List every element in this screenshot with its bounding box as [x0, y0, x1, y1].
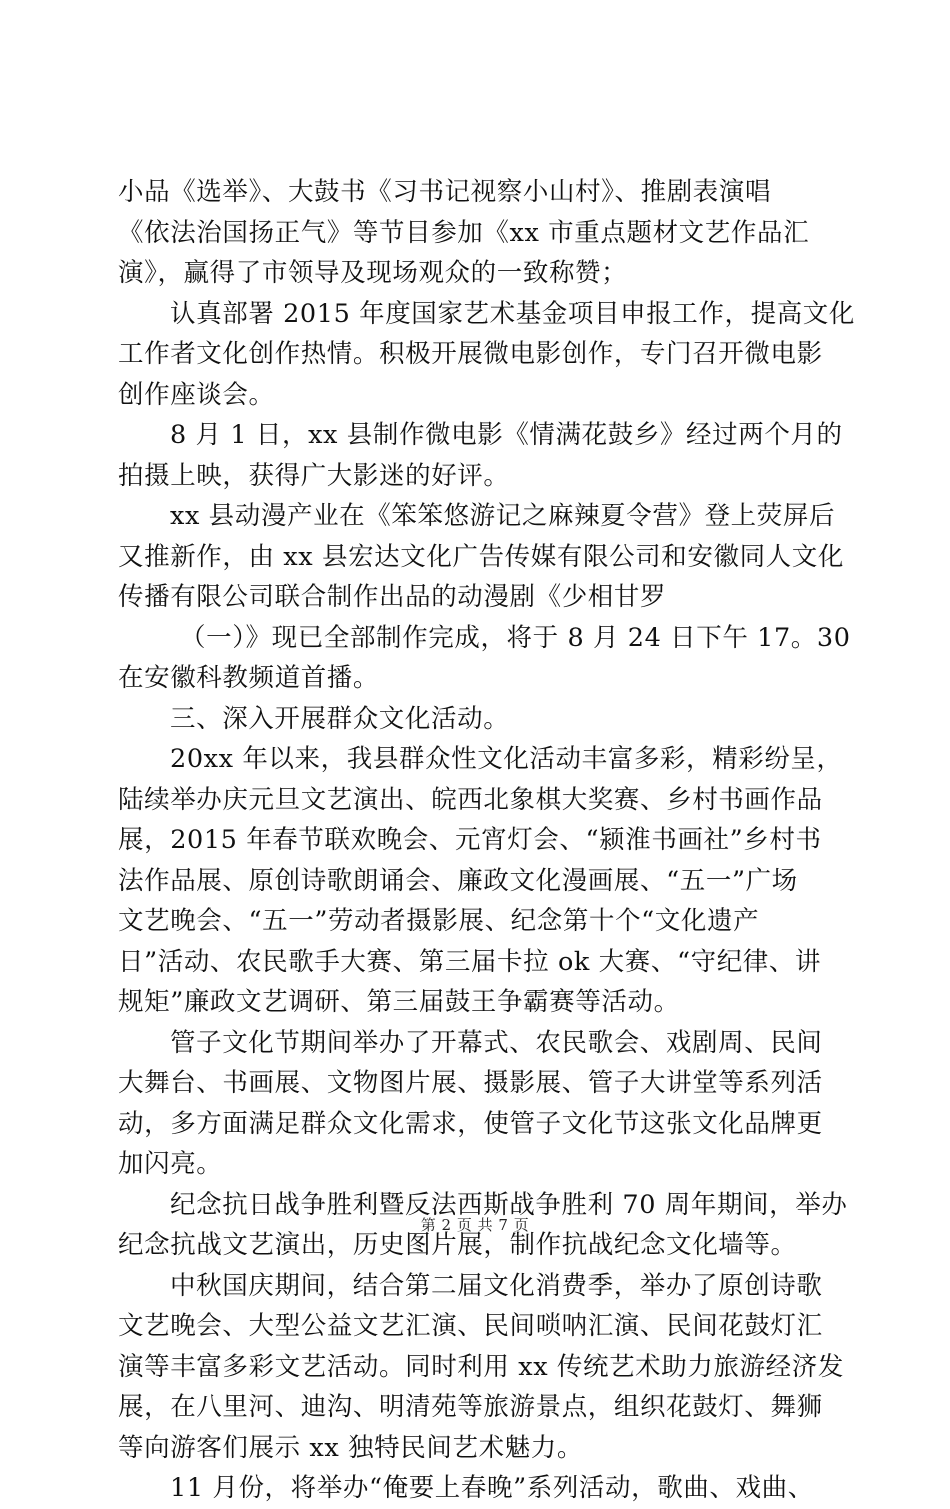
- text-line: 动，多方面满足群众文化需求，使管子文化节这张文化品牌更: [118, 1108, 823, 1139]
- paragraph-start: 中秋国庆期间，结合第二届文化消费季，举办了原创诗歌: [170, 1270, 823, 1301]
- document-body: [118, 172, 856, 1509]
- paragraph-start: 8 月 1 日，xx 县制作微电影《情满花鼓乡》经过两个月的: [170, 420, 843, 450]
- text-line: 演》，赢得了市领导及现场观众的一致称赞；: [118, 258, 628, 288]
- text-line: 展，在八里河、迪沟、明清苑等旅游景点，组织花鼓灯、舞狮: [118, 1392, 823, 1422]
- text-line: 拍摄上映，获得广大影迷的好评。: [118, 460, 510, 491]
- text-line: 演等丰富多彩文艺活动。同时利用 xx 传统艺术助力旅游经济发: [118, 1351, 844, 1382]
- paragraph-start: 纪念抗日战争胜利暨反法西斯战争胜利 70 周年期间，举办: [170, 1189, 848, 1220]
- text-line: 《依法治国扬正气》等节目参加《xx 市重点题材文艺作品汇: [118, 217, 810, 248]
- text-line: 展，2015 年春节联欢晚会、元宵灯会、“颍淮书画社”乡村书: [118, 825, 822, 855]
- text-line: 法作品展、原创诗歌朗诵会、廉政文化漫画展、“五一”广场: [118, 865, 798, 896]
- text-line: 创作座谈会。: [118, 379, 275, 410]
- text-line: 日”活动、农民歌手大赛、第三届卡拉 ok 大赛、“守纪律、讲: [118, 946, 822, 977]
- text-line: 陆续举办庆元旦文艺演出、皖西北象棋大奖赛、乡村书画作品: [118, 784, 823, 815]
- page-number-footer: 第 2 页 共 7 页: [420, 1216, 530, 1234]
- text-line: 加闪亮。: [118, 1149, 223, 1179]
- paragraph-start: 20xx 年以来，我县群众性文化活动丰富多彩，精彩纷呈，: [170, 744, 843, 774]
- text-line: 在安徽科教频道首播。: [118, 663, 380, 693]
- paragraph-start: 认真部署 2015 年度国家艺术基金项目申报工作，提高文化: [170, 298, 856, 329]
- text-line: 规矩”廉政文艺调研、第三届鼓王争霸赛等活动。: [118, 987, 680, 1017]
- paragraph-start: （一）》现已全部制作完成，将于 8 月 24 日下午 17。30: [180, 622, 851, 653]
- text-line: 工作者文化创作热情。积极开展微电影创作，专门召开微电影: [118, 339, 823, 369]
- paragraph-start: xx 县动漫产业在《笨笨悠游记之麻辣夏令营》登上荧屏后: [170, 501, 836, 531]
- paragraph-start: 11 月份，将举办“俺要上春晚”系列活动，歌曲、戏曲、: [170, 1473, 814, 1503]
- text-line: 文艺晚会、“五一”劳动者摄影展、纪念第十个“文化遗产: [118, 906, 760, 936]
- text-line: 传播有限公司联合制作出品的动漫剧《少相甘罗: [118, 582, 667, 612]
- paragraph-start: 管子文化节期间举办了开幕式、农民歌会、戏剧周、民间: [170, 1027, 823, 1058]
- text-line: 等向游客们展示 xx 独特民间艺术魅力。: [118, 1432, 583, 1463]
- text-line: 纪念抗战文艺演出，历史图片展，制作抗战纪念文化墙等。: [118, 1230, 797, 1260]
- text-line: 小品《选举》、大鼓书《习书记视察小山村》、推剧表演唱: [118, 177, 772, 207]
- text-line: 又推新作，由 xx 县宏达文化广告传媒有限公司和安徽同人文化: [118, 541, 844, 572]
- section-heading: 三、深入开展群众文化活动。: [170, 703, 510, 734]
- text-line: 文艺晚会、大型公益文艺汇演、民间唢呐汇演、民间花鼓灯汇: [118, 1311, 823, 1341]
- text-line: 大舞台、书画展、文物图片展、摄影展、管子大讲堂等系列活: [118, 1068, 823, 1098]
